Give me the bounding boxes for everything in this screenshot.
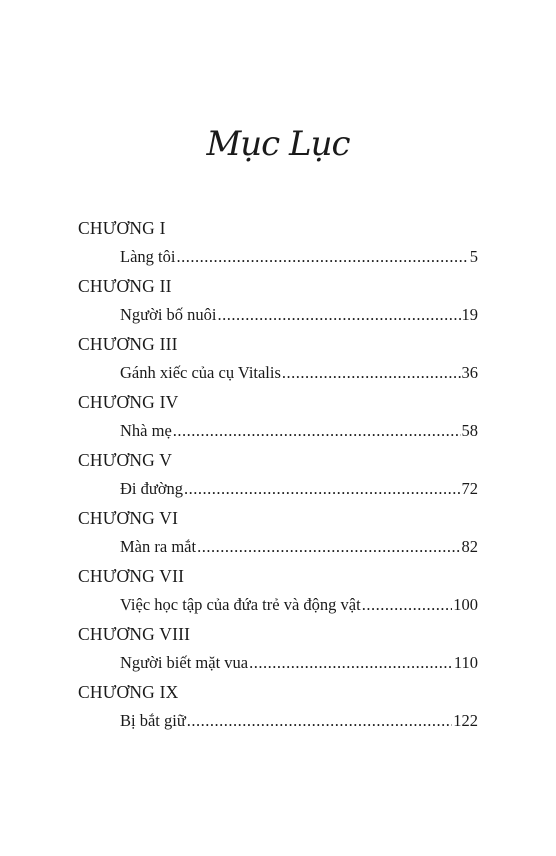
dot-leader (187, 709, 452, 733)
dot-leader (282, 361, 461, 385)
toc-entry (120, 303, 478, 327)
chapter-heading: CHƯƠNG IX (78, 682, 179, 702)
page-number: 110 (453, 653, 478, 672)
dot-leader (362, 593, 453, 617)
entry-title: Gánh xiếc của cụ Vitalis (120, 363, 281, 382)
toc-chapter (78, 504, 478, 562)
toc-chapter (78, 272, 478, 330)
entry-title: Người bố nuôi (120, 305, 217, 324)
toc-chapter (78, 214, 478, 272)
toc-entry (120, 651, 478, 675)
entry-title: Nhà mẹ (120, 421, 172, 440)
toc-entry (120, 535, 478, 559)
dot-leader (184, 477, 460, 501)
page-number: 5 (469, 247, 478, 266)
chapter-heading: CHƯƠNG II (78, 276, 172, 296)
chapter-heading: CHƯƠNG V (78, 450, 173, 470)
chapter-heading: CHƯƠNG VI (78, 508, 179, 528)
page-number: 72 (461, 479, 478, 498)
page-number: 58 (461, 421, 478, 440)
toc-entry (120, 361, 478, 385)
chapter-heading: CHƯƠNG IV (78, 392, 179, 412)
entry-title: Việc học tập của đứa trẻ và động vật (120, 595, 361, 614)
chapter-heading: CHƯƠNG I (78, 218, 166, 238)
entry-title: Người biết mặt vua (120, 653, 249, 672)
toc-chapter (78, 678, 478, 736)
dot-leader (176, 245, 468, 269)
toc-entry (120, 709, 478, 733)
dot-leader (197, 535, 460, 559)
chapter-heading: CHƯƠNG VII (78, 566, 185, 586)
page-number: 82 (461, 537, 478, 556)
entry-title: Làng tôi (120, 247, 176, 266)
chapter-heading: CHƯƠNG III (78, 334, 178, 354)
page-number: 36 (461, 363, 478, 382)
toc-entry (120, 419, 478, 443)
toc-entry (120, 245, 478, 269)
page-number: 100 (453, 595, 478, 614)
toc-entry (120, 593, 478, 617)
chapter-heading: CHƯƠNG VIII (78, 624, 191, 644)
entry-title: Màn ra mắt (120, 537, 197, 556)
table-of-contents (78, 214, 478, 736)
toc-chapter (78, 388, 478, 446)
entry-title: Bị bắt giữ (120, 711, 186, 730)
dot-leader (218, 303, 461, 327)
dot-leader (173, 419, 461, 443)
dot-leader (249, 651, 453, 675)
toc-chapter (78, 330, 478, 388)
toc-entry (120, 477, 478, 501)
page-number: 122 (453, 711, 478, 730)
toc-chapter (78, 620, 478, 678)
entry-title: Đi đường (120, 479, 184, 498)
page-title: Mục Lục (206, 124, 350, 164)
toc-chapter (78, 446, 478, 504)
page-number: 19 (461, 305, 478, 324)
toc-chapter (78, 562, 478, 620)
